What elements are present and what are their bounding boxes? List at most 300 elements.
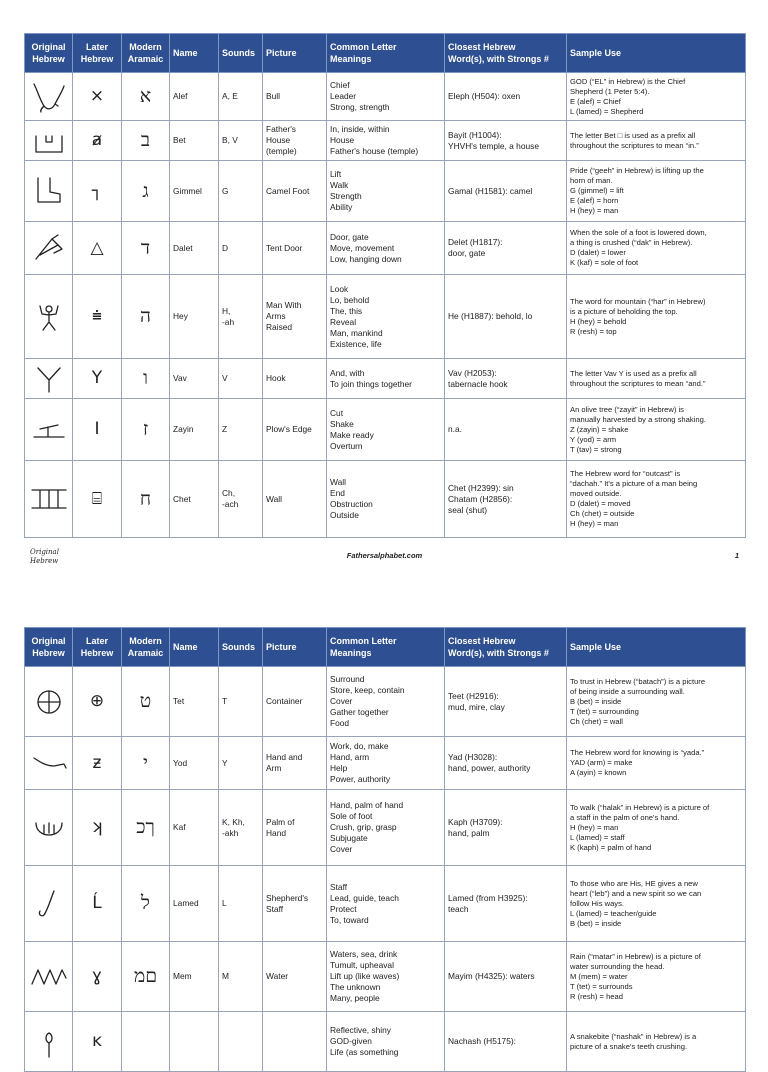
header-name: Name [170, 34, 219, 73]
modern-aramaic-glyph [122, 1012, 170, 1072]
letter-meanings [327, 1012, 445, 1072]
letter-meanings-line: Wall [330, 477, 346, 487]
letter-picture-line: Tent Door [266, 242, 303, 253]
sample-use-line: A snakebite (“nashak” in Hebrew) is a [570, 1031, 697, 1041]
letter-meanings-line: Make ready [330, 429, 374, 440]
letter-meanings [327, 275, 445, 359]
closest-hebrew-word [445, 359, 567, 399]
water-icon [25, 942, 73, 1012]
sample-use [567, 121, 746, 161]
sample-use-line: D (dalet) = lower [570, 248, 626, 257]
letter-picture-line: (temple) [266, 146, 297, 156]
modern-aramaic-glyph: םמ [122, 942, 170, 1012]
letter-meanings-line: Low, hanging down [330, 253, 402, 264]
sample-use [567, 399, 746, 461]
letter-picture-line: Arms [266, 311, 286, 321]
letter-picture [263, 667, 327, 737]
later-hebrew-glyph: ƶ [73, 737, 122, 790]
shepherd-staff-icon [25, 866, 73, 942]
sample-use [567, 73, 746, 121]
letter-picture-line: Raised [266, 322, 293, 332]
sample-use-line: M (mem) = water [570, 971, 628, 981]
sample-use-line: R (resh) = top [570, 326, 617, 336]
closest-hebrew-word-line: seal (shut) [448, 504, 488, 515]
table-row [25, 359, 746, 399]
sample-use [567, 667, 746, 737]
letter-meanings [327, 737, 445, 790]
later-hebrew-glyph: ⊕ [73, 667, 122, 737]
sample-use-line: heart (“leb”) and a new spirit so we can [570, 888, 702, 898]
sample-use-line: manually harvested by a strong shaking. [570, 414, 706, 424]
later-hebrew-glyph: ʞ [73, 790, 122, 866]
header-picture: Picture [263, 628, 327, 667]
closest-hebrew-word-line: Vav (H2053): [448, 367, 497, 378]
letter-meanings [327, 790, 445, 866]
letter-meanings [327, 942, 445, 1012]
sample-use [567, 866, 746, 942]
letter-meanings-line: Door, gate [330, 231, 369, 242]
sample-use [567, 1012, 746, 1072]
sample-use [567, 359, 746, 399]
letter-meanings-line: Gather together [330, 707, 389, 717]
letter-picture [263, 399, 327, 461]
letter-sounds: V [219, 359, 263, 399]
sample-use-line: B (bet) = inside [570, 918, 622, 928]
page-footer [24, 548, 745, 588]
letter-meanings-line: Cut [330, 407, 344, 418]
sample-use-line: The letter Bet □ is used as a prefix all [570, 130, 696, 140]
letter-picture-line: House [266, 135, 291, 145]
letter-meanings [327, 461, 445, 538]
letter-name [170, 1012, 219, 1072]
letter-name: Bet [170, 121, 219, 161]
sample-use-line: GOD (“EL” in Hebrew) is the Chief [570, 76, 686, 86]
sample-use-line: An olive tree (“zayit” in Hebrew) is [570, 404, 684, 414]
sample-use-line: The word for mountain (“har” in Hebrew) [570, 296, 706, 306]
letter-meanings-line: Work, do, make [330, 741, 389, 751]
table-row [25, 121, 746, 161]
page-2 [24, 627, 745, 1072]
closest-hebrew-word-line: Chet (H2399): sin [448, 482, 514, 493]
table-row [25, 275, 746, 359]
letter-meanings-line: And, with [330, 367, 365, 378]
sample-use-line: follow His ways. [570, 898, 625, 908]
letter-sounds: B, V [219, 121, 263, 161]
closest-hebrew-word-line: Kaph (H3709): [448, 816, 503, 827]
header-sample: Sample Use [567, 628, 746, 667]
table-row [25, 790, 746, 866]
letter-name: Gimmel [170, 161, 219, 222]
later-hebrew-glyph: ⩧ [73, 275, 122, 359]
letter-picture [263, 866, 327, 942]
closest-hebrew-word-line: Bayit (H1004): [448, 129, 502, 140]
letter-meanings-line: Strength [330, 191, 362, 201]
letter-picture-line: Wall [266, 493, 282, 504]
letter-picture [263, 359, 327, 399]
wall-icon [25, 461, 73, 538]
header-modern: Modern Aramaic [122, 628, 170, 667]
header-sounds: Sounds [219, 628, 263, 667]
letter-meanings-line: Staff [330, 881, 348, 892]
letter-sounds: A, E [219, 73, 263, 121]
letter-meanings-line: Reflective, shiny [330, 1025, 391, 1035]
sample-use-line: picture of a snake's teeth crushing. [570, 1041, 688, 1051]
sample-use-line: a thing is crushed (“dak” in Hebrew). [570, 238, 693, 247]
header-closest: Closest Hebrew Word(s), with Strongs # [445, 34, 567, 73]
header-sample: Sample Use [567, 34, 746, 73]
letter-meanings-line: Food [330, 718, 350, 728]
sample-use-line: H (hey) = man [570, 822, 619, 832]
sample-use [567, 161, 746, 222]
letter-meanings-line: Hand, arm [330, 752, 370, 762]
letter-meanings-line: Lead, guide, teach [330, 892, 399, 903]
letter-name: Alef [170, 73, 219, 121]
modern-aramaic-glyph: ט [122, 667, 170, 737]
later-hebrew-glyph: ┐ [73, 161, 122, 222]
closest-hebrew-word-line: Lamed (from H3925): [448, 892, 528, 903]
letter-meanings-line: Leader [330, 91, 357, 101]
closest-hebrew-word-line: Mayim (H4325): waters [448, 971, 535, 981]
closest-hebrew-word-line: n.a. [448, 424, 462, 434]
table-row [25, 222, 746, 275]
closest-hebrew-word-line: YHVH's temple, a house [448, 140, 539, 151]
letter-name: Hey [170, 275, 219, 359]
later-hebrew-glyph: ɣ [73, 942, 122, 1012]
closest-hebrew-word [445, 222, 567, 275]
closest-hebrew-word-line: Gamal (H1581): camel [448, 185, 533, 196]
modern-aramaic-glyph: א [122, 73, 170, 121]
sample-use-line: T (tet) = surrounds [570, 981, 633, 991]
arm-icon [25, 737, 73, 790]
sample-use-line: A (ayin) = known [570, 768, 627, 777]
letter-meanings-line: Hand, palm of hand [330, 800, 404, 810]
ox-head-icon [25, 73, 73, 121]
modern-aramaic-glyph: ה [122, 275, 170, 359]
header-closest: Closest Hebrew Word(s), with Strongs # [445, 628, 567, 667]
letter-meanings-line: Power, authority [330, 774, 391, 784]
closest-hebrew-word-line: He (H1887): behold, lo [448, 311, 533, 321]
closest-hebrew-word [445, 866, 567, 942]
letter-meanings-line: Ability [330, 202, 353, 212]
later-hebrew-glyph: Y [73, 359, 122, 399]
letter-sounds: T [219, 667, 263, 737]
letter-meanings-line: Many, people [330, 993, 380, 1003]
letter-picture-line: Hand [266, 827, 287, 838]
letter-meanings-line: Subjugate [330, 833, 368, 843]
letter-name: Dalet [170, 222, 219, 275]
modern-aramaic-glyph: י [122, 737, 170, 790]
sample-use-line: Ch (chet) = outside [570, 509, 635, 518]
closest-hebrew-word [445, 790, 567, 866]
sample-use-line: throughout the scriptures to mean “in.” [570, 140, 699, 150]
closest-hebrew-word [445, 399, 567, 461]
table-row [25, 461, 746, 538]
letter-meanings-line: Cover [330, 696, 353, 706]
sample-use-line: Ch (chet) = wall [570, 716, 623, 726]
modern-aramaic-glyph: ו [122, 359, 170, 399]
sample-use-line: a staff in the palm of one's hand. [570, 812, 680, 822]
letter-picture [263, 1012, 327, 1072]
closest-hebrew-word-line: mud, mire, clay [448, 701, 505, 712]
sample-use-line: R (resh) = head [570, 991, 623, 1001]
letter-picture-line: Camel Foot [266, 185, 310, 196]
sample-use-line: is a picture of beholding the top. [570, 306, 678, 316]
sample-use-line: Pride (“geeh” in Hebrew) is lifting up the [570, 166, 704, 175]
tent-door-icon [25, 222, 73, 275]
letter-sounds: D [219, 222, 263, 275]
letter-meanings-line: The, this [330, 305, 363, 316]
letter-meanings-line: To join things together [330, 378, 412, 389]
letter-meanings-line: Strong, strength [330, 102, 390, 112]
letter-picture-line: Palm of [266, 816, 295, 827]
letter-meanings [327, 73, 445, 121]
sample-use-line: throughout the scriptures to mean “and.” [570, 378, 706, 388]
sample-use-line: K (kaph) = palm of hand [570, 842, 652, 852]
letter-meanings-line: Lift [330, 169, 342, 179]
sample-use-line: B (bet) = inside [570, 696, 622, 706]
letter-sounds [219, 1012, 263, 1072]
sample-use [567, 737, 746, 790]
letter-name: Tet [170, 667, 219, 737]
alphabet-table-page-1 [24, 33, 746, 538]
letter-meanings-line: Reveal [330, 316, 357, 327]
closest-hebrew-word [445, 461, 567, 538]
letter-meanings-line: In, inside, within [330, 124, 390, 134]
letter-meanings-line: Man, mankind [330, 327, 383, 338]
letter-meanings [327, 359, 445, 399]
letter-meanings-line: House [330, 135, 355, 145]
letter-picture [263, 275, 327, 359]
letter-meanings-line: Tumult, upheaval [330, 960, 394, 970]
modern-aramaic-glyph: ךכ [122, 790, 170, 866]
header-sounds: Sounds [219, 34, 263, 73]
sample-use-line: The Hebrew word for knowing is “yada.” [570, 748, 705, 757]
letter-meanings-line: Overturn [330, 440, 363, 451]
letter-picture [263, 942, 327, 1012]
page-1 [24, 33, 745, 565]
house-icon [25, 121, 73, 161]
sample-use-line: L (lamed) = Shepherd [570, 106, 644, 116]
letter-meanings-line: Waters, sea, drink [330, 949, 398, 959]
letter-picture [263, 737, 327, 790]
sample-use-line: Shepherd (1 Peter 5:4). [570, 86, 650, 96]
letter-sounds: L [219, 866, 263, 942]
closest-hebrew-word-line: Teet (H2916): [448, 690, 499, 701]
letter-meanings-line: Lo, behold [330, 294, 370, 305]
sample-use-line: Rain (“matar” in Hebrew) is a picture of [570, 951, 701, 961]
man-arms-raised-icon [25, 275, 73, 359]
later-hebrew-glyph: △ [73, 222, 122, 275]
sample-use [567, 461, 746, 538]
sample-use-line: “dachah.” It's a picture of a man being [570, 479, 698, 488]
sample-use-line: K (kaf) = sole of foot [570, 258, 639, 267]
modern-aramaic-glyph: ד [122, 222, 170, 275]
letter-picture [263, 222, 327, 275]
letter-picture-line: Staff [266, 903, 284, 914]
letter-meanings-line: Father's house (temple) [330, 146, 419, 156]
letter-meanings-line: Life (as something [330, 1047, 399, 1057]
letter-picture-line: Shepherd's [266, 892, 309, 903]
letter-sounds: Y [219, 737, 263, 790]
closest-hebrew-word [445, 275, 567, 359]
letter-picture-line: Arm [266, 763, 282, 773]
letter-picture-line: Hook [266, 373, 286, 383]
closest-hebrew-word-line: teach [448, 903, 469, 914]
letter-meanings-line: To, toward [330, 914, 369, 925]
camel-foot-icon [25, 161, 73, 222]
letter-meanings-line: Obstruction [330, 499, 373, 509]
letter-picture-line: Man With [266, 300, 302, 310]
closest-hebrew-word-line: Delet (H1817): [448, 237, 503, 247]
letter-name: Mem [170, 942, 219, 1012]
letter-picture-line: Bull [266, 91, 280, 101]
letter-meanings-line: Existence, life [330, 338, 382, 349]
later-hebrew-glyph: I [73, 399, 122, 461]
table-row [25, 73, 746, 121]
header-modern: Modern Aramaic [122, 34, 170, 73]
sample-use-line: E (alef) = Chief [570, 96, 621, 106]
letter-sounds: H, -ah [219, 275, 263, 359]
sample-use-line: T (tet) = surrounding [570, 706, 639, 716]
sample-use-line: water surrounding the head. [570, 961, 665, 971]
table-row [25, 737, 746, 790]
later-hebrew-glyph: ĸ [73, 1012, 122, 1072]
letter-meanings-line: Cover [330, 844, 353, 854]
sample-use-line: The Hebrew word for “outcast” is [570, 469, 681, 478]
letter-name: Chet [170, 461, 219, 538]
modern-aramaic-glyph: ז [122, 399, 170, 461]
letter-picture-line: Water [266, 971, 289, 981]
closest-hebrew-word-line: tabernacle hook [448, 378, 508, 389]
header-later: Later Hebrew [73, 34, 122, 73]
header-row [25, 34, 746, 73]
letter-meanings-line: Outside [330, 510, 359, 520]
letter-meanings-line: Protect [330, 903, 357, 914]
letter-picture [263, 461, 327, 538]
letter-name: Kaf [170, 790, 219, 866]
sample-use-line: horn of man. [570, 176, 613, 185]
letter-sounds: G [219, 161, 263, 222]
header-original: Original Hebrew [25, 628, 73, 667]
letter-sounds: Ch, -ach [219, 461, 263, 538]
closest-hebrew-word-line: Nachash (H5175): [448, 1036, 516, 1046]
palm-icon [25, 790, 73, 866]
table-row [25, 866, 746, 942]
letter-picture-line: Hand and [266, 752, 303, 762]
header-meanings: Common Letter Meanings [327, 34, 445, 73]
letter-name: Lamed [170, 866, 219, 942]
closest-hebrew-word-line: Eleph (H504): oxen [448, 91, 521, 101]
sample-use [567, 942, 746, 1012]
closest-hebrew-word-line: hand, palm [448, 827, 490, 838]
sample-use-line: moved outside. [570, 489, 622, 498]
letter-name: Yod [170, 737, 219, 790]
closest-hebrew-word-line: Yad (H3028): [448, 752, 498, 762]
letter-meanings [327, 399, 445, 461]
sample-use-line: G (gimmel) = lift [570, 186, 624, 195]
sample-use-line: When the sole of a foot is lowered down, [570, 228, 707, 237]
letter-sounds: K, Kh, -akh [219, 790, 263, 866]
footer-site: Fathersalphabet.com [346, 551, 423, 560]
letter-meanings [327, 866, 445, 942]
header-meanings: Common Letter Meanings [327, 628, 445, 667]
sample-use-line: D (dalet) = moved [570, 499, 631, 508]
letter-meanings-line: Look [330, 283, 349, 294]
later-hebrew-glyph: ⌸ [73, 461, 122, 538]
letter-sounds: Z [219, 399, 263, 461]
hook-icon [25, 359, 73, 399]
letter-meanings-line: Shake [330, 418, 354, 429]
closest-hebrew-word [445, 1012, 567, 1072]
header-name: Name [170, 628, 219, 667]
alphabet-table-page-2 [24, 627, 746, 1072]
closest-hebrew-word-line: door, gate [448, 248, 486, 258]
sample-use [567, 790, 746, 866]
letter-picture [263, 121, 327, 161]
sample-use [567, 275, 746, 359]
letter-picture [263, 161, 327, 222]
modern-aramaic-glyph: ב [122, 121, 170, 161]
closest-hebrew-word-line: Chatam (H2856): [448, 493, 513, 504]
footer-hebrew-tag: Original Hebrew [30, 548, 59, 565]
letter-meanings-line: The unknown [330, 982, 381, 992]
modern-aramaic-glyph: ל [122, 866, 170, 942]
letter-picture [263, 790, 327, 866]
plow-edge-icon [25, 399, 73, 461]
modern-aramaic-glyph: ח [122, 461, 170, 538]
letter-meanings-line: Store, keep, contain [330, 685, 405, 695]
sample-use-line: To those who are His, HE gives a new [570, 878, 698, 888]
sample-use-line: H (hey) = behold [570, 316, 627, 326]
closest-hebrew-word [445, 667, 567, 737]
table-row [25, 399, 746, 461]
letter-meanings-line: Walk [330, 180, 349, 190]
letter-meanings-line: Crush, grip, grasp [330, 822, 397, 832]
letter-meanings [327, 667, 445, 737]
letter-picture-line: Container [266, 696, 303, 706]
sample-use-line: YAD (arm) = make [570, 758, 633, 767]
sample-use-line: E (alef) = horn [570, 196, 619, 205]
closest-hebrew-word [445, 737, 567, 790]
header-picture: Picture [263, 34, 327, 73]
sample-use-line: L (lamed) = staff [570, 832, 625, 842]
letter-name: Zayin [170, 399, 219, 461]
container-icon [25, 667, 73, 737]
sample-use-line: T (tav) = strong [570, 444, 622, 454]
closest-hebrew-word [445, 161, 567, 222]
later-hebrew-glyph: Ĺ [73, 866, 122, 942]
table-row [25, 1012, 746, 1072]
header-row [25, 628, 746, 667]
letter-meanings [327, 161, 445, 222]
sample-use-line: H (hey) = man [570, 519, 619, 528]
table-row [25, 942, 746, 1012]
sample-use [567, 222, 746, 275]
closest-hebrew-word-line: hand, power, authority [448, 763, 531, 773]
header-original: Original Hebrew [25, 34, 73, 73]
footer-page-number: 1 [734, 551, 739, 560]
letter-meanings-line: GOD-given [330, 1036, 372, 1046]
sample-use-line: L (lamed) = teacher/guide [570, 908, 657, 918]
letter-meanings-line: End [330, 488, 345, 498]
closest-hebrew-word [445, 942, 567, 1012]
letter-picture [263, 73, 327, 121]
table-row [25, 161, 746, 222]
sample-use-line: To walk (“halak” in Hebrew) is a picture of [570, 802, 710, 812]
sample-use-line: To trust in Hebrew (“batach”) is a picture [570, 676, 706, 686]
sample-use-line: Y (yod) = arm [570, 434, 617, 444]
seed-icon [25, 1012, 73, 1072]
